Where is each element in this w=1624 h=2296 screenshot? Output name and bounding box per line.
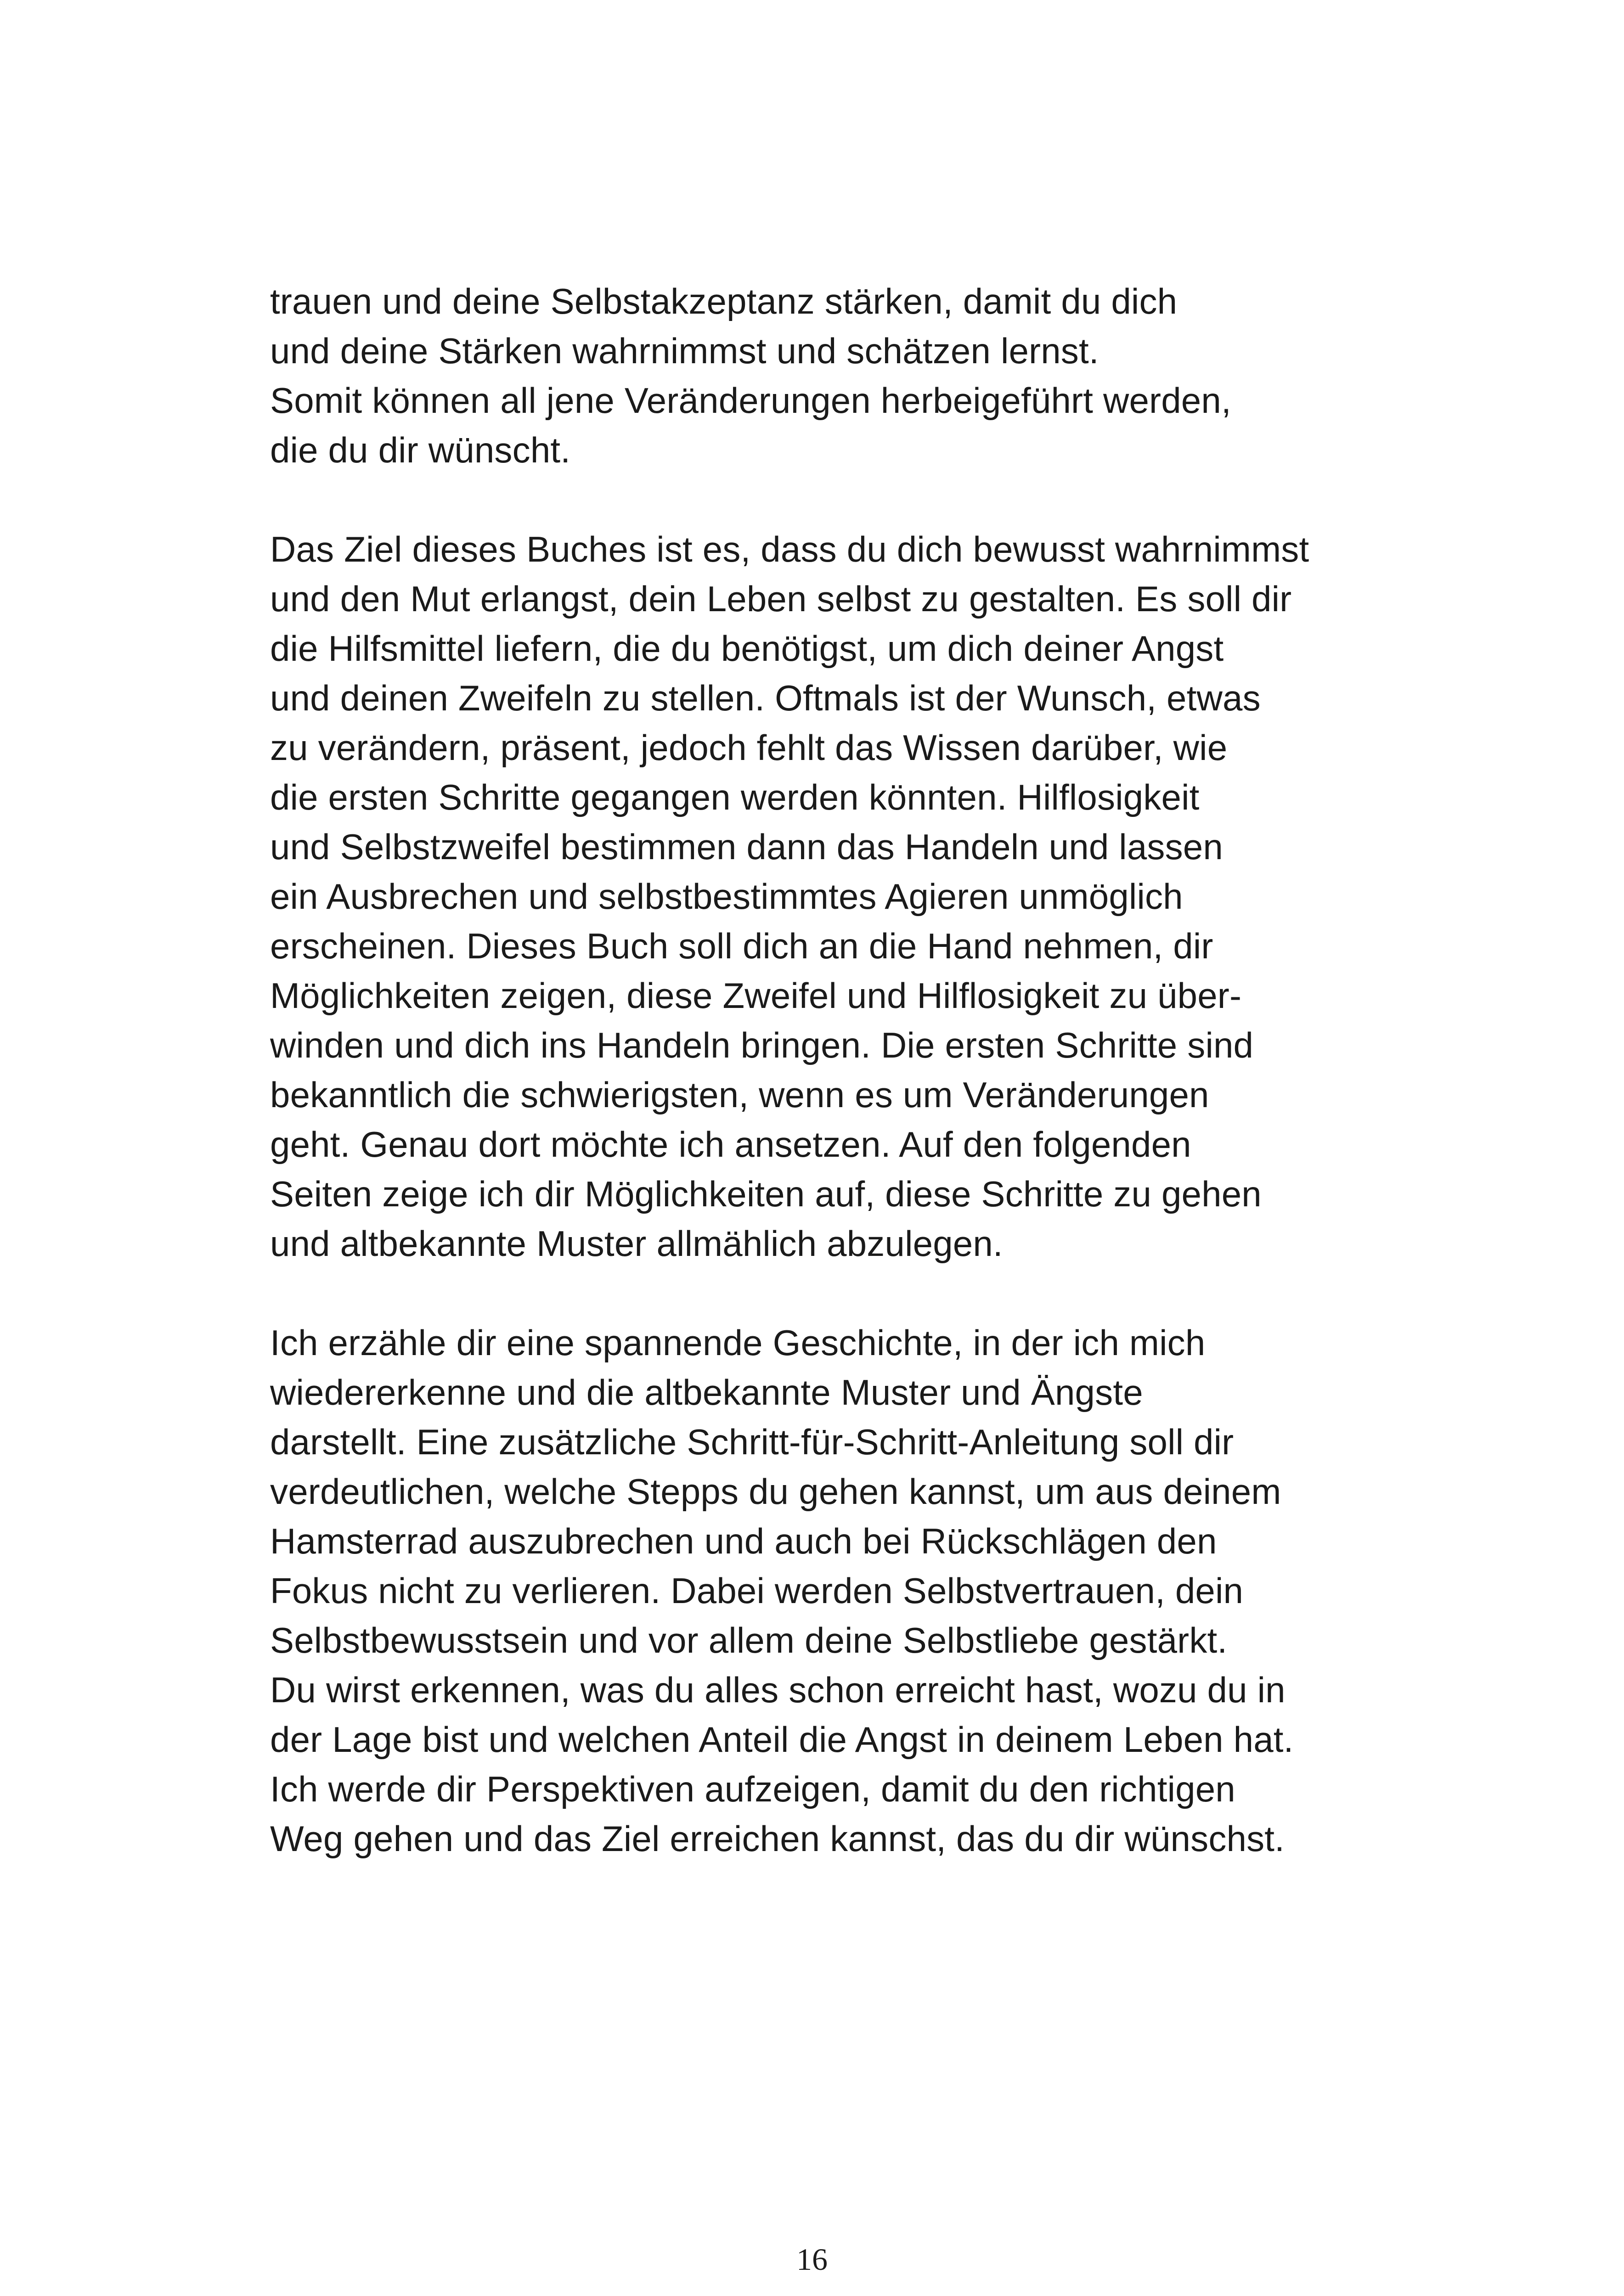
text-line: Hamsterrad auszubrechen und auch bei Rückschlägen den [270,1521,1217,1561]
text-line: die ersten Schritte gegangen werden könnten. Hilflosigkeit [270,777,1200,817]
paragraph-spacer [270,1268,1382,1318]
text-line: und deinen Zweifeln zu stellen. Oftmals ist der Wunsch, etwas [270,678,1261,718]
text-line: die du dir wünscht. [270,430,571,470]
text-line: darstellt. Eine zusätzliche Schritt-für-Schritt-Anleitung soll dir [270,1422,1234,1462]
text-line: wiedererkenne und die altbekannte Muster und Ängste [270,1372,1143,1412]
text-line: die Hilfsmittel liefern, die du benötigst, um dich deiner Angst [270,628,1224,669]
text-line: erscheinen. Dieses Buch soll dich an die Hand nehmen, dir [270,926,1213,966]
text-line: Das Ziel dieses Buches ist es, dass du dich bewusst wahrnimmst [270,529,1309,569]
text-line: Seiten zeige ich dir Möglichkeiten auf, diese Schritte zu gehen [270,1174,1262,1214]
text-line: ein Ausbrechen und selbstbestimmtes Agieren unmöglich [270,876,1183,917]
paragraph-spacer [270,475,1382,524]
text-line: und altbekannte Muster allmählich abzulegen. [270,1223,1003,1264]
text-line: Ich erzähle dir eine spannende Geschichte, in der ich mich [270,1322,1206,1363]
text-line: Fokus nicht zu verlieren. Dabei werden Selbstvertrauen, dein [270,1570,1244,1611]
text-line: Du wirst erkennen, was du alles schon erreicht hast, wozu du in [270,1670,1286,1710]
text-line: bekanntlich die schwierigsten, wenn es um Veränderungen [270,1075,1209,1115]
text-line: der Lage bist und welchen Anteil die Angst in deinem Leben hat. [270,1719,1294,1760]
text-line: Weg gehen und das Ziel erreichen kannst, das du dir wünschst. [270,1818,1285,1859]
text-line: winden und dich ins Handeln bringen. Die ersten Schritte sind [270,1025,1254,1065]
text-line: zu verändern, präsent, jedoch fehlt das Wissen darüber, wie [270,727,1228,768]
text-line: Somit können all jene Veränderungen herbeigeführt werden, [270,380,1231,421]
page-number: 16 [796,2242,828,2277]
text-line: und Selbstzweifel bestimmen dann das Handeln und lassen [270,827,1223,867]
paragraph-2 [270,524,1382,1268]
text-line: und deine Stärken wahrnimmst und schätzen lernst. [270,331,1099,371]
paragraph-3 [270,1318,1382,1863]
text-line: Ich werde dir Perspektiven aufzeigen, damit du den richtigen [270,1769,1235,1809]
body-text [270,276,1382,1863]
text-line: trauen und deine Selbstakzeptanz stärken, damit du dich [270,281,1178,321]
text-line: Selbstbewusstsein und vor allem deine Selbstliebe gestärkt. [270,1620,1228,1660]
text-line: geht. Genau dort möchte ich ansetzen. Auf den folgenden [270,1124,1191,1165]
text-line: und den Mut erlangst, dein Leben selbst zu gestalten. Es soll dir [270,579,1292,619]
paragraph-1 [270,276,1382,475]
text-line: Möglichkeiten zeigen, diese Zweifel und Hilflosigkeit zu über- [270,975,1242,1016]
text-line: verdeutlichen, welche Stepps du gehen kannst, um aus deinem [270,1471,1281,1512]
